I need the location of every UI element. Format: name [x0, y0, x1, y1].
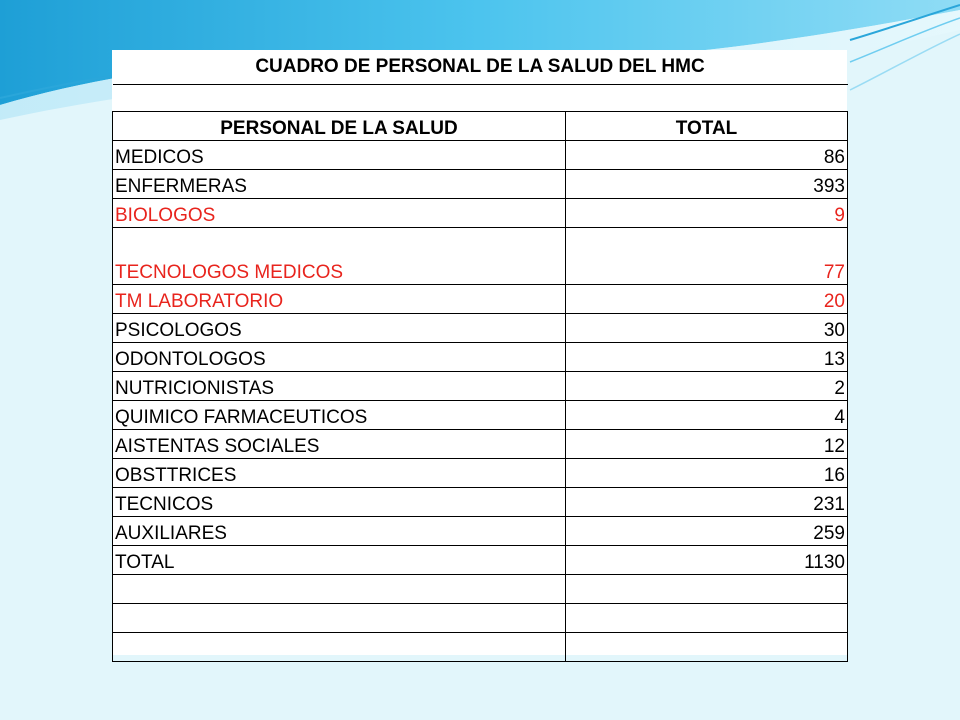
- staff-total-cell: 393: [566, 170, 848, 199]
- staff-category-cell: [113, 575, 566, 604]
- staff-category-cell: AUXILIARES: [113, 517, 566, 546]
- staff-total-cell: 9: [566, 199, 848, 228]
- staff-category-cell: NUTRICIONISTAS: [113, 372, 566, 401]
- header-personal: PERSONAL DE LA SALUD: [113, 112, 566, 141]
- spacer-cell: [113, 85, 848, 112]
- spacer-row: [113, 85, 848, 112]
- staff-table: [112, 50, 848, 662]
- staff-total-cell: 20: [566, 285, 848, 314]
- table-row: [113, 575, 848, 604]
- staff-total-cell: [566, 575, 848, 604]
- table-row: [113, 430, 848, 459]
- staff-category-cell: QUIMICO FARMACEUTICOS: [113, 401, 566, 430]
- table-row: [113, 459, 848, 488]
- header-row: [113, 112, 848, 141]
- staff-category-cell: TM LABORATORIO: [113, 285, 566, 314]
- staff-total-cell: 30: [566, 314, 848, 343]
- staff-total-cell: 12: [566, 430, 848, 459]
- staff-total-cell: 13: [566, 343, 848, 372]
- staff-total-cell: [566, 604, 848, 633]
- table-row: [113, 285, 848, 314]
- staff-category-cell: [113, 604, 566, 633]
- table-row: [113, 546, 848, 575]
- table-row: [113, 633, 848, 662]
- staff-category-cell: MEDICOS: [113, 141, 566, 170]
- staff-total-cell: 2: [566, 372, 848, 401]
- staff-total-cell: 16: [566, 459, 848, 488]
- table-row: [113, 488, 848, 517]
- title-row: [113, 50, 848, 85]
- table-title: CUADRO DE PERSONAL DE LA SALUD DEL HMC: [113, 50, 848, 85]
- staff-category-cell: OBSTTRICES: [113, 459, 566, 488]
- staff-total-cell: 77: [566, 228, 848, 285]
- staff-table-sheet: [112, 50, 847, 655]
- table-row: [113, 141, 848, 170]
- staff-category-cell: ENFERMERAS: [113, 170, 566, 199]
- table-row: [113, 170, 848, 199]
- table-row: [113, 604, 848, 633]
- staff-total-cell: 86: [566, 141, 848, 170]
- staff-category-cell: BIOLOGOS: [113, 199, 566, 228]
- staff-category-cell: [113, 633, 566, 662]
- table-row: [113, 314, 848, 343]
- staff-total-cell: 1130: [566, 546, 848, 575]
- staff-category-cell: PSICOLOGOS: [113, 314, 566, 343]
- table-row: [113, 517, 848, 546]
- staff-category-cell: TECNOLOGOS MEDICOS: [113, 228, 566, 285]
- header-total: TOTAL: [566, 112, 848, 141]
- staff-total-cell: 231: [566, 488, 848, 517]
- table-row: [113, 372, 848, 401]
- staff-total-cell: 259: [566, 517, 848, 546]
- table-row: [113, 199, 848, 228]
- table-row: [113, 401, 848, 430]
- staff-category-cell: AISTENTAS SOCIALES: [113, 430, 566, 459]
- table-row: [113, 228, 848, 285]
- staff-total-cell: [566, 633, 848, 662]
- staff-category-cell: TOTAL: [113, 546, 566, 575]
- staff-category-cell: TECNICOS: [113, 488, 566, 517]
- staff-category-cell: ODONTOLOGOS: [113, 343, 566, 372]
- table-row: [113, 343, 848, 372]
- staff-total-cell: 4: [566, 401, 848, 430]
